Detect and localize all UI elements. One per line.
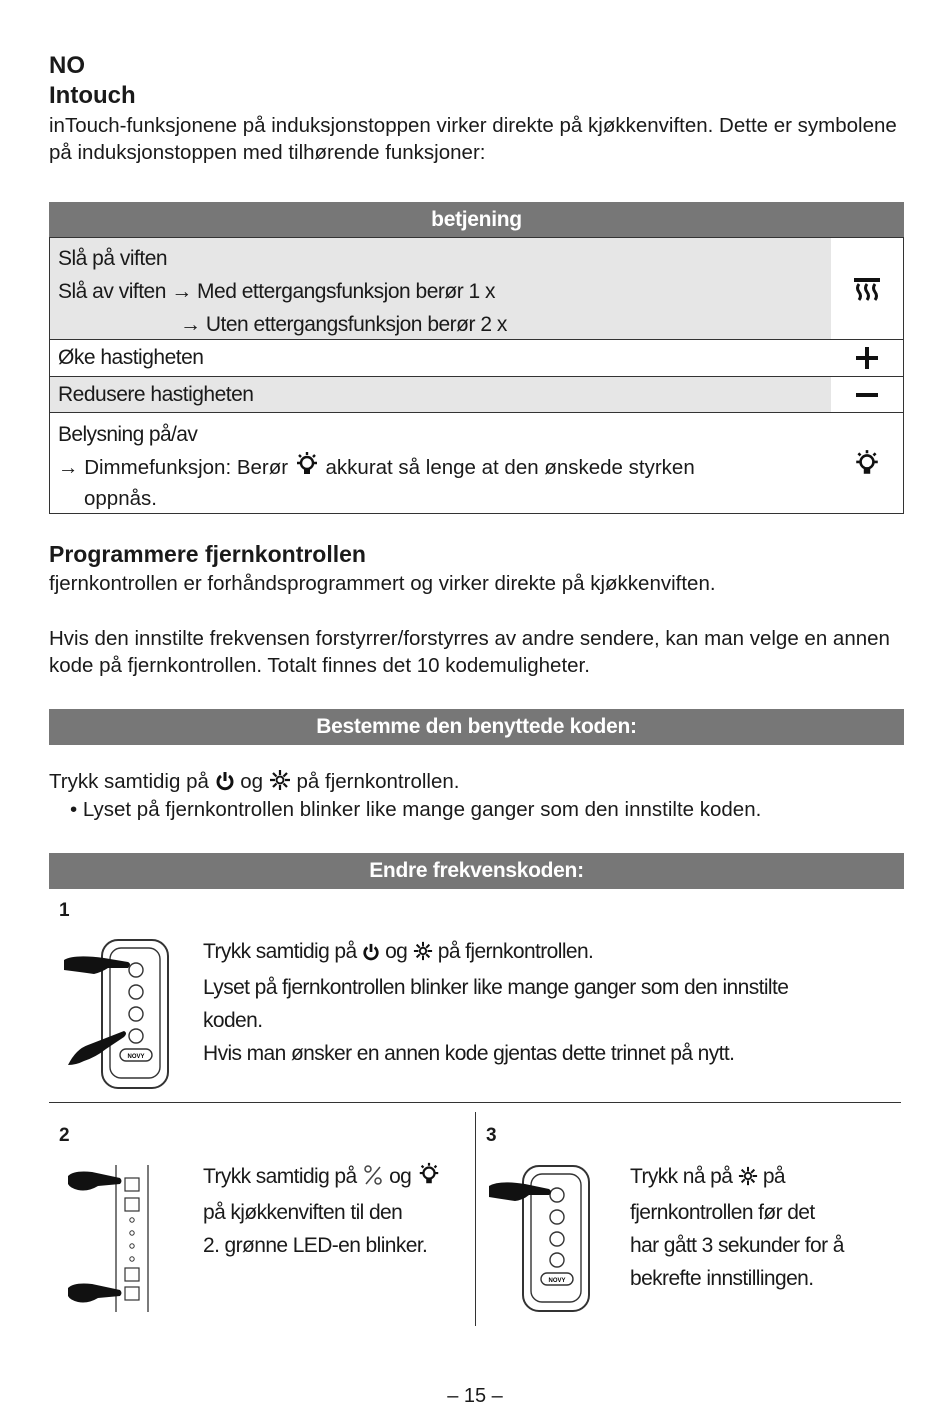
remote-logo: NOVY [127,1054,145,1060]
step-text: på [762,1165,785,1188]
step-number: 3 [486,1125,497,1146]
section-paragraph: fjernkontrollen er forhåndsprogrammert og virker direkte på kjøkkenviften. [49,572,716,595]
page-number: – 15 – [447,1385,503,1407]
light-bulb-icon [417,1162,441,1196]
instruction-text: Trykk samtidig på [49,770,209,793]
step-text: og [389,1165,412,1188]
divider [475,1112,476,1326]
row-text: oppnås. [84,487,157,510]
divider [49,1102,901,1103]
bullet-text: • Lyset på fjernkontrollen blinker like mange ganger som den innstilte koden. [70,798,762,821]
row-text: Belysning på/av [58,423,198,446]
remote-illustration [60,935,175,1100]
row-text: Øke hastigheten [58,346,204,369]
light-icon [738,1163,758,1196]
light-bulb-icon [831,413,903,513]
table-row [50,412,903,513]
step-text: har gått 3 sekunder for å [630,1234,844,1257]
row-text: Slå av viften → Med ettergangsfunksjon berør 1 x [58,280,496,303]
controls-table [49,237,904,514]
step-text: på fjernkontrollen. [437,940,594,963]
page-title: Intouch [49,82,136,109]
table-header: betjening [49,202,904,238]
step-text: bekrefte innstillingen. [630,1267,814,1290]
section-bar: Bestemme den benyttede koden: [49,709,904,745]
power-icon [362,938,380,971]
language-code: NO [49,52,85,79]
table-row [50,237,903,339]
power-icon [215,771,235,798]
intro-paragraph: inTouch-funksjonene på induksjonstoppen virker direkte på kjøkkenviften. Dette er symbolene på induksjonstoppen med tilhørende funksjoner: [49,114,897,164]
timer-icon [362,1163,384,1196]
light-icon [269,769,291,798]
light-icon [413,938,433,971]
hood-panel-illustration [60,1160,155,1320]
table-row [50,339,903,376]
section-title: Programmere fjernkontrollen [49,541,366,567]
fan-hood-icon [831,238,903,339]
instruction-text: og [240,770,264,793]
step-text: fjernkontrollen før det [630,1201,815,1224]
step-text: Lyset på fjernkontrollen blinker like mange ganger som den innstilte [203,976,789,999]
row-text: Slå på viften [58,247,168,270]
row-text: akkurat så lenge at den ønskede styrken [325,456,695,479]
section-paragraph: Hvis den innstilte frekvensen forstyrrer/forstyrres av andre sendere, kan man velge en annen kode på fjernkontrollen. Totalt finnes det 10 kodemuligheter. [49,627,890,677]
minus-icon [831,377,903,412]
step-text: Trykk nå på [630,1165,733,1188]
step-text: og [385,940,408,963]
step-text: 2. grønne LED-en blinker. [203,1234,428,1257]
step-number: 2 [59,1125,70,1146]
remote-logo: NOVY [548,1278,566,1284]
step-number: 1 [59,900,70,921]
step-text: på kjøkkenviften til den [203,1201,403,1224]
row-text: Redusere hastigheten [50,377,831,412]
remote-illustration [487,1160,597,1320]
step-text: koden. [203,1009,263,1032]
step-text: Trykk samtidig på [203,1165,357,1188]
step-text: Hvis man ønsker en annen kode gjentas dette trinnet på nytt. [203,1042,735,1065]
plus-icon [831,340,903,376]
light-bulb-icon [294,451,320,485]
instruction-text: på fjernkontrollen. [296,770,460,793]
row-text: → Uten ettergangsfunksjon berør 2 x [180,313,507,336]
table-row [50,376,903,412]
step-text: Trykk samtidig på [203,940,357,963]
row-text: → Dimmefunksjon: Berør [58,456,289,479]
section-bar: Endre frekvenskoden: [49,853,904,889]
